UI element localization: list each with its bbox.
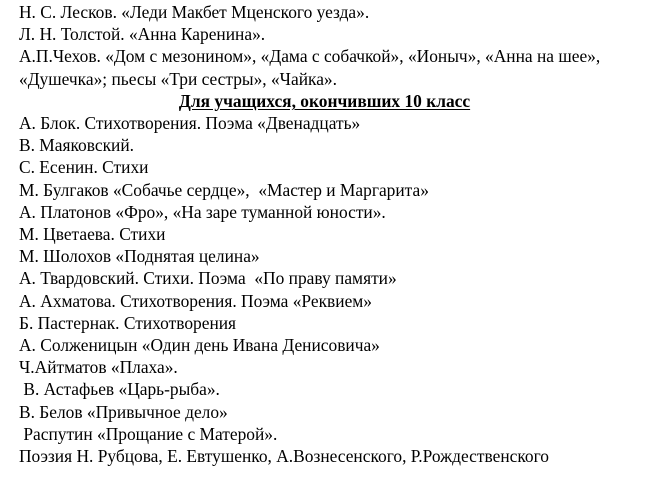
reading-list-item-sholokhov: М. Шолохов «Поднятая целина»: [19, 246, 260, 267]
reading-list-item-aitmatov: Ч.Айтматов «Плаха».: [19, 357, 178, 378]
reading-list-item-tvardovsky: А. Твардовский. Стихи. Поэма «По праву памяти»: [19, 268, 397, 289]
reading-list-item-chekhov: А.П.Чехов. «Дом с мезонином», «Дама с собачкой», «Ионыч», «Анна на шее», «Душечка»; пьесы «Три сестры», «Чайка».: [19, 46, 601, 89]
reading-list-item-pasternak: Б. Пастернак. Стихотворения: [19, 312, 237, 333]
reading-list-item-solzhenitsyn: А. Солженицын «Один день Ивана Денисовича»: [19, 335, 380, 356]
reading-list-item-poetry: Поэзия Н. Рубцова, Е. Евтушенко, А.Вознесенского, Р.Рождественского: [19, 446, 549, 467]
reading-list-item-platonov: А. Платонов «Фро», «На заре туманной юности».: [19, 201, 386, 222]
reading-list-item-tolstoy: Л. Н. Толстой. «Анна Каренина».: [19, 24, 266, 45]
reading-list-item-mayakovsky: В. Маяковский.: [19, 135, 134, 156]
section-heading-grade-10: Для учащихся, окончивших 10 класс: [178, 90, 471, 111]
reading-list-item-blok: А. Блок. Стихотворения. Поэма «Двенадцать»: [19, 113, 361, 134]
reading-list-item-tsvetaeva: М. Цветаева. Стихи: [19, 224, 166, 245]
reading-list-item-astafyev: В. Астафьев «Царь-рыба».: [19, 379, 220, 400]
reading-list-item-belov: В. Белов «Привычное дело»: [19, 401, 228, 422]
reading-list-item-rasputin: Распутин «Прощание с Матерой».: [19, 423, 278, 444]
reading-list-item-akhmatova: А. Ахматова. Стихотворения. Поэма «Реквием»: [19, 290, 372, 311]
reading-list-item-bulgakov: М. Булгаков «Собачье сердце», «Мастер и Маргарита»: [19, 179, 429, 200]
reading-list-item-yesenin: С. Есенин. Стихи: [19, 157, 149, 178]
reading-list-item-leskov: Н. С. Лесков. «Леди Макбет Мценского уезда».: [19, 2, 370, 22]
